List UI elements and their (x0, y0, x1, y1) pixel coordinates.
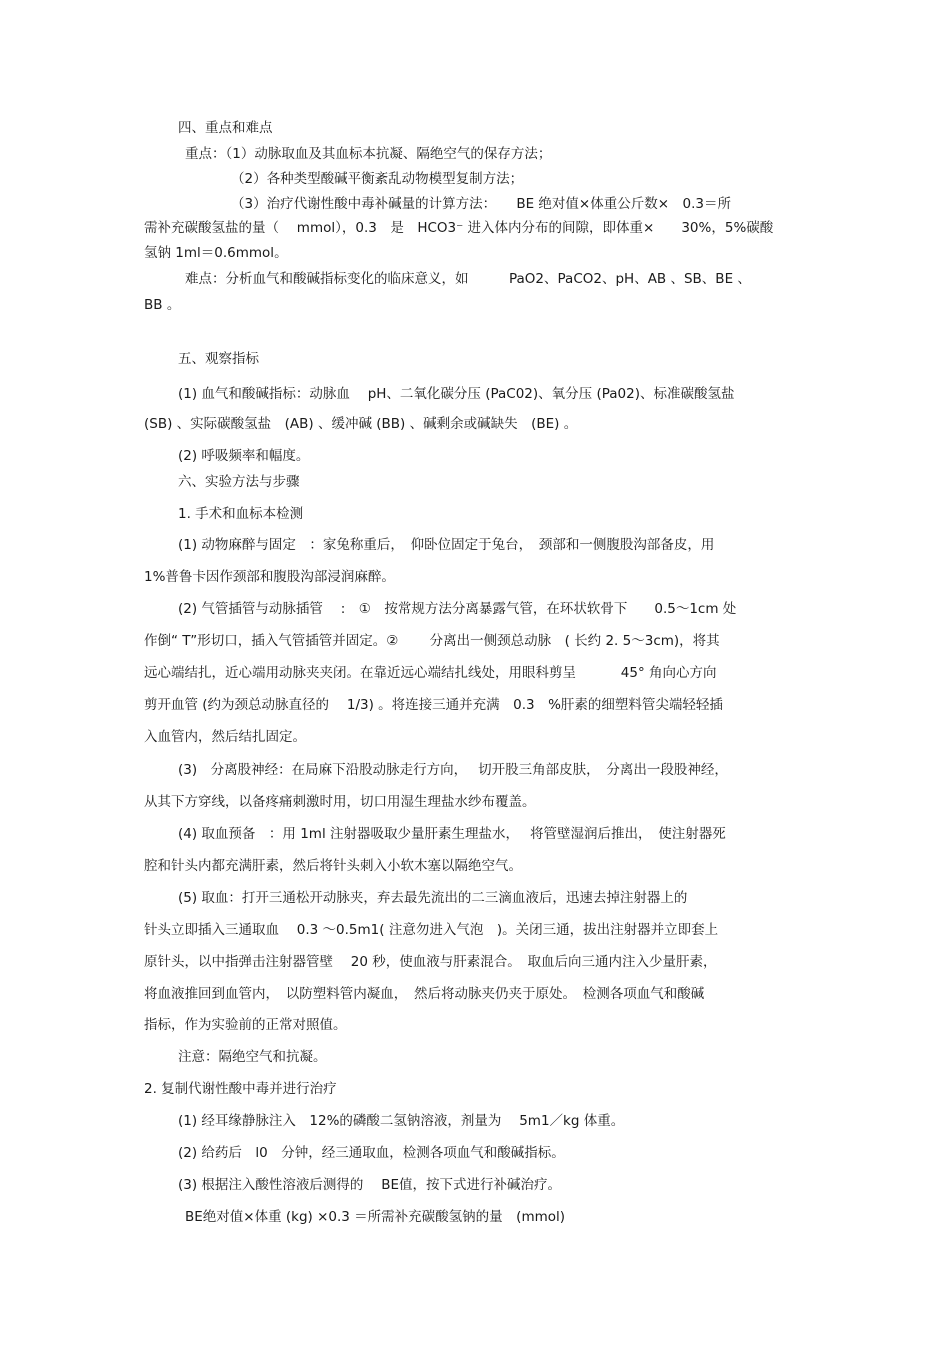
text-line: （2）各种类型酸碱平衡紊乱动物模型复制方法； (231, 171, 524, 187)
section-heading: 四、重点和难点 (178, 120, 273, 136)
text-line: 原针头，以中指弹击注射器管壁 20 秒，使血液与肝素混合。 取血后向三通内注入少量肝素， (144, 954, 717, 970)
text-line: 远心端结扎，近心端用动脉夹夹闭。在靠近远心端结扎线处，用眼科剪呈 45° 角向心方向 (144, 665, 717, 681)
text-line: (SB) 、实际碳酸氢盐 (AB) 、缓冲碱 (BB) 、碱剩余或碱缺失 (BE) 。 (144, 416, 578, 432)
text-line: （3）治疗代谢性酸中毒补碱量的计算方法： BE 绝对值×体重公斤数× 0.3＝所 (231, 196, 732, 212)
section-heading: 五、观察指标 (178, 351, 259, 367)
text-line: (2) 呼吸频率和幅度。 (178, 448, 310, 464)
formula-line: BE绝对值×体重 (kg) ×0.3 ＝所需补充碳酸氢钠的量 (mmol) (185, 1209, 566, 1225)
subsection-heading: 1. 手术和血标本检测 (178, 506, 304, 522)
text-line: 针头立即插入三通取血 0.3 ～0.5m1( 注意勿进入气泡 )。关闭三通，拔出注射器并立即套上 (144, 922, 719, 938)
note-line: 注意：隔绝空气和抗凝。 (178, 1049, 327, 1065)
text-line: (1) 动物麻醉与固定 ：家兔称重后， 仰卧位固定于兔台， 颈部和一侧腹股沟部备皮，用 (178, 537, 715, 553)
text-line: (1) 血气和酸碱指标：动脉血 pH、二氧化碳分压 (PaC02)、氧分压 (Pa02)、标准碳酸氢盐 (178, 386, 735, 402)
text-line: 从其下方穿线，以备疼痛刺激时用，切口用湿生理盐水纱布覆盖。 (144, 794, 536, 810)
text-line: (2) 给药后 l0 分钟，经三通取血，检测各项血气和酸碱指标。 (178, 1145, 565, 1161)
text-line: 指标，作为实验前的正常对照值。 (144, 1017, 347, 1033)
text-line: 1%普鲁卡因作颈部和腹股沟部浸润麻醉。 (144, 569, 395, 585)
text-line: 将血液推回到血管内， 以防塑料管内凝血， 然后将动脉夹仍夹于原处。 检测各项血气和酸碱 (144, 986, 705, 1002)
text-line: (5) 取血：打开三通松开动脉夹，弃去最先流出的二三滴血液后，迅速去掉注射器上的 (178, 890, 688, 906)
text-line: (3) 根据注入酸性溶液后测得的 BE值，按下式进行补碱治疗。 (178, 1177, 561, 1193)
text-line: (3) 分离股神经：在局麻下沿股动脉走行方向， 切开股三角部皮肤， 分离出一段股神经， (178, 762, 728, 778)
text-line: 氢钠 1ml＝0.6mmol。 (144, 245, 288, 261)
text-line: (4) 取血预备 ：用 1ml 注射器吸取少量肝素生理盐水， 将管壁湿润后推出， 使注射器死 (178, 826, 726, 842)
section-heading: 六、实验方法与步骤 (178, 474, 300, 490)
text-line: 难点：分析血气和酸碱指标变化的临床意义，如 PaO2、PaCO2、pH、AB 、SB、BE 、 (185, 271, 751, 287)
text-line: 剪开血管 (约为颈总动脉直径的 1/3) 。将连接三通并充满 0.3 %肝素的细塑料管尖端轻轻插 (144, 697, 723, 713)
text-line: 作倒“ T”形切口，插入气管插管并固定。② 分离出一侧颈总动脉 ( 长约 2. 5～3cm)，将其 (144, 633, 720, 649)
text-line: 腔和针头内都充满肝素，然后将针头刺入小软木塞以隔绝空气。 (144, 858, 522, 874)
subsection-heading: 2. 复制代谢性酸中毒并进行治疗 (144, 1081, 337, 1097)
text-line: (2) 气管插管与动脉插管 : ① 按常规方法分离暴露气管，在环状软骨下 0.5～1cm 处 (178, 601, 737, 617)
text-line: 重点：（1）动脉取血及其血标本抗凝、隔绝空气的保存方法； (185, 146, 552, 162)
text-line: 需补充碳酸氢盐的量（ mmol），0.3 是 HCO3⁻ 进入体内分布的间隙，即体重× 30%，5%碳酸 (144, 220, 774, 236)
text-line: (1) 经耳缘静脉注入 12%的磷酸二氢钠溶液，剂量为 5m1／kg 体重。 (178, 1113, 625, 1129)
text-line: BB 。 (144, 297, 181, 313)
text-line: 入血管内，然后结扎固定。 (144, 729, 306, 745)
